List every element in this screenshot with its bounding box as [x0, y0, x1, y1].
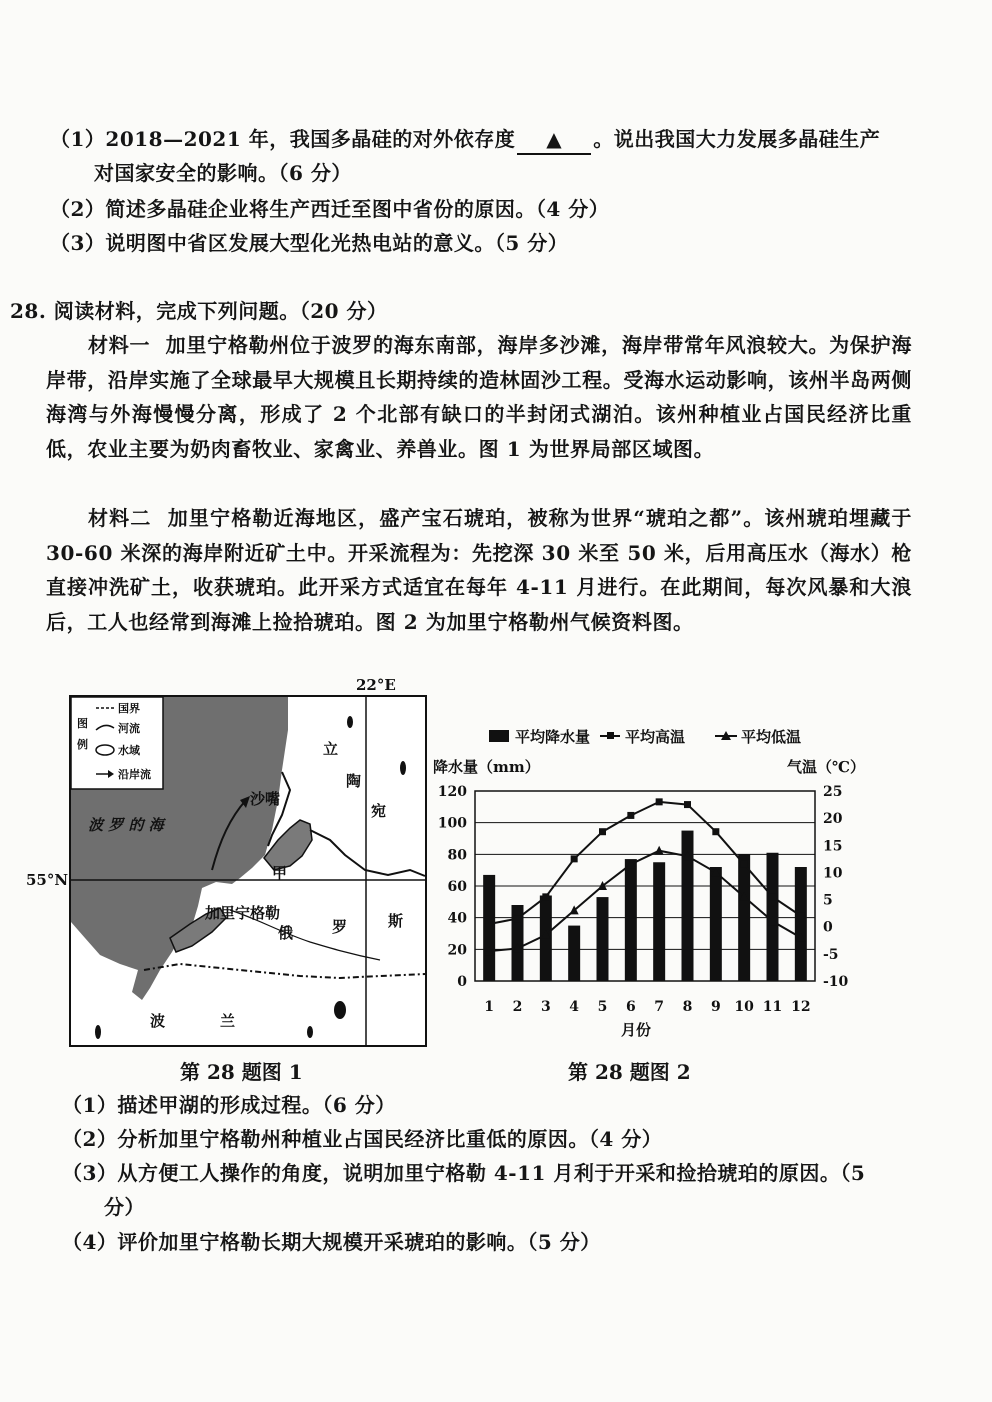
ytick-right-label: 5	[823, 892, 833, 909]
xtick-label: 8	[682, 999, 693, 1015]
ylabel-left: 降水量（mm）	[433, 758, 540, 776]
legend-current-label: 沿岸流	[118, 768, 151, 781]
map-poland-2: 兰	[220, 1012, 236, 1030]
precip-bar	[653, 862, 665, 981]
material-1-label: 材料一	[88, 333, 151, 357]
legend-water-label: 水域	[118, 744, 140, 757]
ytick-left-label: 80	[447, 847, 467, 864]
map-poland-1: 波	[150, 1012, 166, 1030]
high-temp-point	[599, 828, 606, 835]
figure-2-climate-chart	[425, 715, 885, 1045]
high-temp-point	[486, 921, 493, 928]
chart-legend	[489, 728, 801, 746]
material-2-text: 加里宁格勒近海地区，盛产宝石琥珀，被称为世界“琥珀之都”。该州琥珀埋藏于 30-60 米深的海岸附近矿土中。开采流程为：先挖深 30 米至 50 米，后用高压水（海水）枪直接冲洗矿土，收获琥珀。此开采方式适宜在每年 4-11 月进行。在此期间，每次风暴和大浪后，工人也经常到海滩上捡拾琥珀。图 2 为加里宁格勒州气候资料图。	[46, 506, 912, 634]
material-1-text: 加里宁格勒州位于波罗的海东南部，海岸多沙滩，海岸带常年风浪较大。为保护海岸带，沿岸实施了全球最早大规模且长期持续的造林固沙工程。受海水运动影响，该州半岛两侧海湾与外海慢慢分离，形成了 2 个北部有缺口的半封闭式湖泊。该州种植业占国民经济比重低，农业主要为奶肉畜牧业、家禽业、养兽业。图 1 为世界局部区域图。	[46, 333, 912, 461]
xlabel: 月份	[621, 1021, 652, 1039]
xtick-label: 7	[654, 999, 665, 1015]
map-russia-3: 斯	[388, 912, 404, 930]
map-lat-label: 55°N	[26, 871, 69, 889]
figure-1-map	[20, 670, 440, 1050]
xtick-label: 4	[569, 999, 580, 1015]
material-2-label: 材料二	[88, 506, 152, 530]
ytick-left-label: 120	[437, 784, 467, 800]
xtick-label: 2	[512, 999, 523, 1015]
xtick-label: 1	[484, 999, 495, 1015]
xtick-label: 3	[540, 999, 551, 1015]
q28-heading: 28. 阅读材料，完成下列问题。（20 分）	[10, 299, 388, 323]
ylabel-right: 气温（℃）	[787, 758, 865, 776]
ytick-right-label: 15	[823, 838, 843, 855]
map-lithuania-1: 立	[323, 740, 339, 758]
material-2	[46, 501, 912, 639]
low-temp-line	[489, 851, 801, 951]
high-temp-point	[656, 798, 663, 805]
legend-precip-label: 平均降水量	[515, 728, 591, 746]
prev-q2: （2）简述多晶硅企业将生产西迁至图中省份的原因。（4 分）	[50, 197, 610, 221]
xtick-label: 10	[734, 999, 754, 1015]
ytick-left-label: 0	[457, 974, 467, 990]
ytick-right-label: 0	[823, 919, 833, 936]
map-lake-jia-label: 甲	[272, 864, 288, 882]
xtick-label: 9	[710, 999, 721, 1015]
answer-blank	[517, 125, 591, 155]
precip-bar	[710, 867, 722, 981]
ytick-right-label: 20	[823, 811, 843, 828]
precip-bar	[795, 867, 807, 981]
high-temp-point	[542, 893, 549, 900]
q28-sub3-line1: （3）从方便工人操作的角度，说明加里宁格勒 4-11 月利于开采和捡拾琥珀的原因。（5	[62, 1161, 866, 1185]
ytick-left-label: 100	[437, 815, 467, 832]
q28-sub2: （2）分析加里宁格勒州种植业占国民经济比重低的原因。（4 分）	[62, 1127, 663, 1151]
high-temp-point	[712, 828, 719, 835]
xtick-label: 6	[625, 999, 636, 1015]
map-sea-label: 波 罗 的 海	[88, 816, 164, 834]
q28-sub4: （4）评价加里宁格勒长期大规模开采琥珀的影响。（5 分）	[62, 1230, 601, 1254]
lake-mark	[400, 761, 406, 775]
ytick-right-label: -5	[823, 946, 839, 963]
map-sandbar-label: 沙嘴	[250, 790, 281, 808]
precip-bar	[625, 859, 637, 981]
q28-sub1: （1）描述甲湖的形成过程。（6 分）	[62, 1093, 396, 1117]
map-lon-label: 22°E	[356, 676, 396, 694]
ytick-left-label: 20	[447, 942, 467, 959]
precip-bar	[597, 897, 609, 981]
lake-mark	[334, 1001, 346, 1019]
high-temp-point	[741, 861, 748, 868]
high-temp-point	[684, 801, 691, 808]
plot-area	[438, 784, 849, 1015]
high-temp-point	[514, 915, 521, 922]
legend-high-marker	[607, 732, 614, 739]
lake-mark	[347, 716, 353, 728]
precip-bar	[568, 926, 580, 981]
precip-bar	[483, 875, 495, 981]
legend-high-label: 平均高温	[625, 728, 686, 746]
q28-sub3-line2: 分）	[104, 1195, 145, 1219]
figure-2-caption: 第 28 题图 2	[568, 1060, 691, 1084]
legend-river-label: 河流	[118, 722, 140, 735]
figure-1-caption: 第 28 题图 1	[180, 1060, 303, 1084]
legend-low-label: 平均低温	[741, 728, 802, 746]
legend-title-1: 图	[77, 717, 88, 730]
prev-q1-line2: 对国家安全的影响。（6 分）	[94, 161, 352, 185]
high-temp-point	[769, 893, 776, 900]
map-russia-2: 罗	[332, 918, 348, 936]
legend-precip-icon	[489, 730, 509, 742]
xtick-label: 11	[762, 999, 783, 1015]
high-temp-point	[797, 912, 804, 919]
low-temp-point	[655, 846, 664, 855]
precip-bar	[738, 854, 750, 981]
map-lithuania-3: 宛	[371, 802, 387, 820]
ytick-right-label: 25	[823, 784, 843, 800]
legend-title-2: 例	[77, 738, 88, 751]
map-russia-1: 俄	[278, 924, 294, 942]
high-temp-point	[627, 812, 634, 819]
lake-mark	[95, 1025, 101, 1039]
ytick-right-label: 10	[823, 865, 843, 882]
prev-q1-prefix: （1）2018—2021 年，我国多晶硅的对外依存度	[50, 127, 516, 151]
ytick-left-label: 40	[447, 910, 467, 927]
ytick-left-label: 60	[447, 879, 467, 895]
ytick-right-label: -10	[823, 974, 849, 990]
lake-mark	[307, 1026, 313, 1038]
prev-q1-line1	[50, 125, 880, 155]
xtick-label: 5	[597, 999, 608, 1015]
map-kaliningrad-label: 加里宁格勒	[205, 904, 281, 922]
high-temp-point	[571, 855, 578, 862]
legend-water-icon	[96, 745, 114, 755]
prev-q1-suffix: 。说出我国大力发展多晶硅生产	[593, 127, 881, 151]
map-lithuania-2: 陶	[346, 772, 362, 790]
legend-border-label: 国界	[118, 702, 140, 715]
xtick-label: 12	[791, 999, 811, 1015]
prev-q3: （3）说明图中省区发展大型化光热电站的意义。（5 分）	[50, 231, 569, 255]
blank-triangle: ▲	[546, 127, 563, 151]
material-1	[46, 328, 912, 466]
